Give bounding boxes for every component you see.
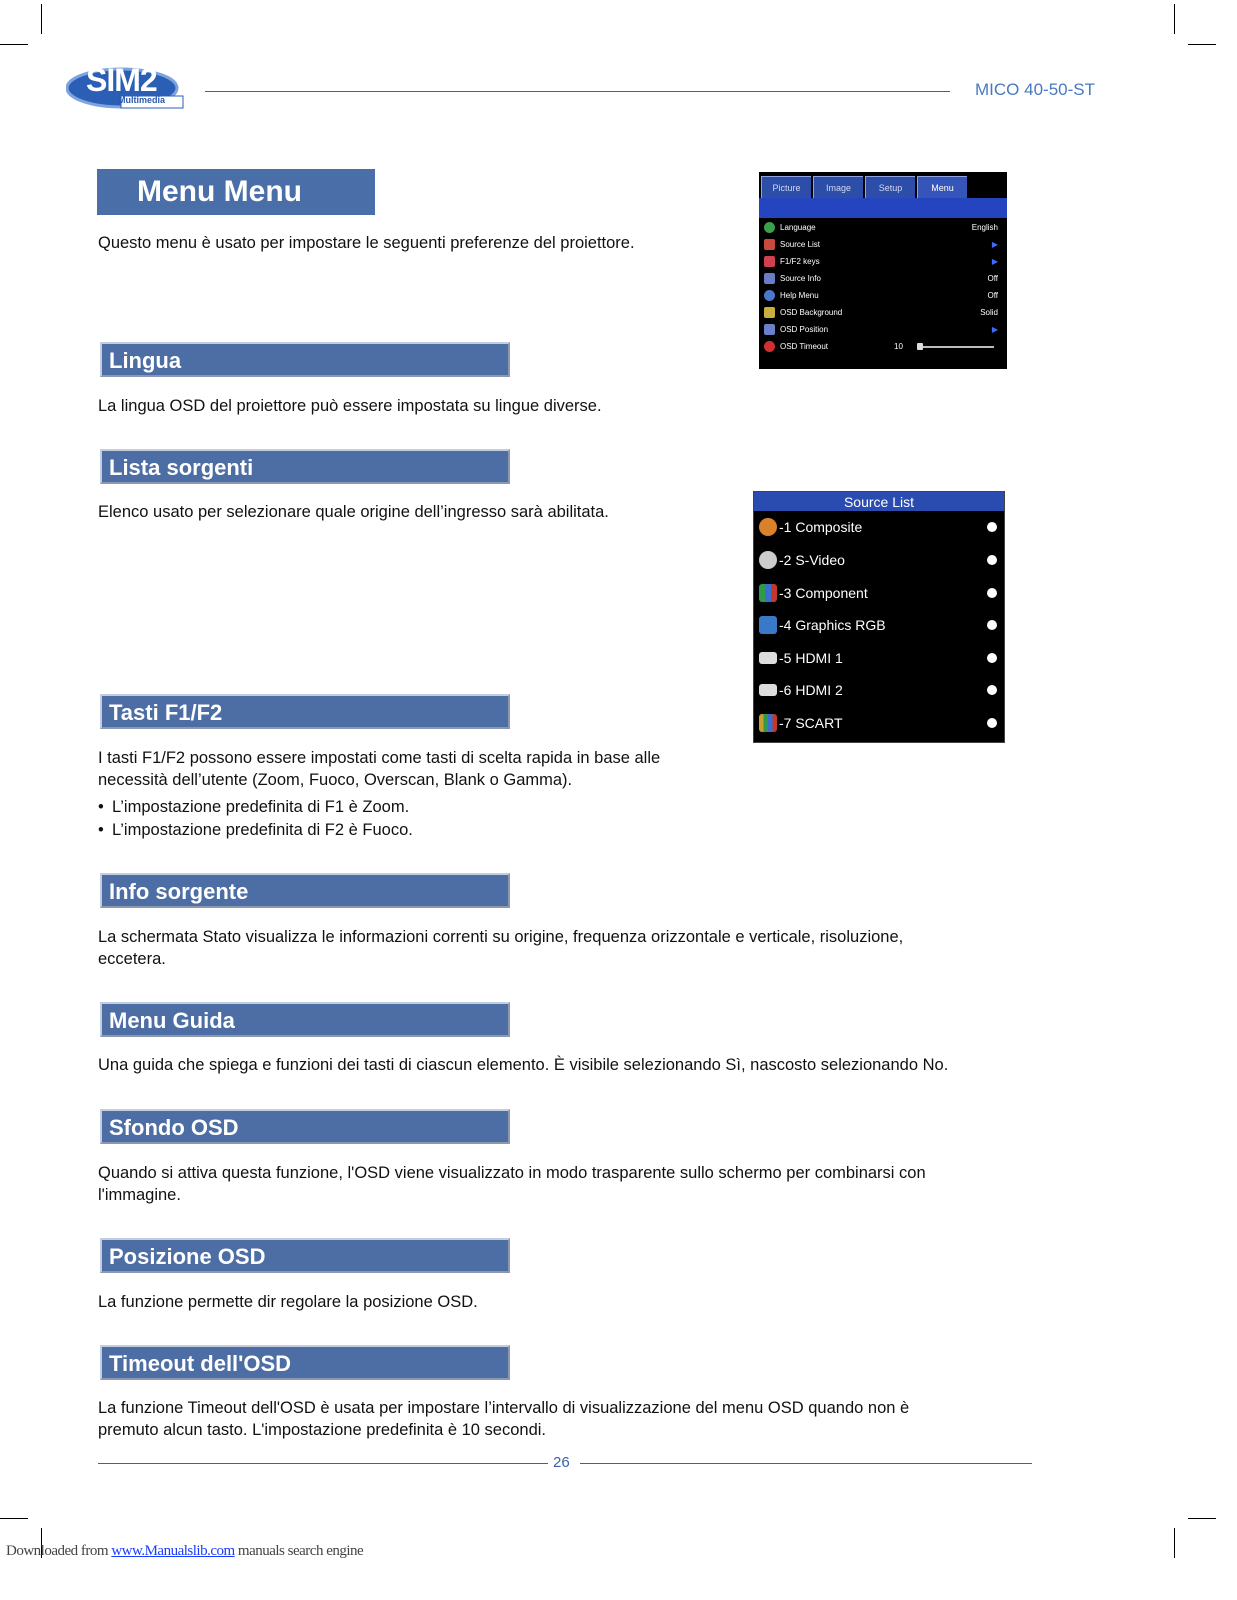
source-list-icon — [764, 239, 775, 250]
osd-label: Source List — [780, 240, 821, 249]
osd-label: OSD Background — [780, 308, 843, 317]
bullet-item — [98, 796, 409, 818]
section-heading-info-sorgente: Info sorgente — [100, 873, 510, 908]
section-text-info-line2: eccetera. — [98, 950, 166, 968]
background-icon — [764, 307, 775, 318]
osd-row-help-menu — [764, 287, 1000, 304]
section-heading-lista-sorgenti: Lista sorgenti — [100, 449, 510, 484]
crop-mark — [1188, 44, 1216, 45]
download-prefix: Downloaded from — [6, 1543, 112, 1559]
section-text-tasti-line1: I tasti F1/F2 possono essere impostati come tasti di scelta rapida in base alle — [98, 749, 661, 767]
source-row — [757, 645, 1001, 671]
osd-timeout-value: 10 — [894, 342, 903, 351]
component-icon — [759, 584, 777, 602]
osd-label: Source Info — [780, 274, 821, 283]
source-list-image — [753, 491, 1005, 743]
section-text-lingua: La lingua OSD del proiettore può essere impostata su lingue diverse. — [98, 397, 602, 415]
bullet-text: L’impostazione predefinita di F2 è Fuoco. — [112, 821, 413, 839]
footer-rule-left — [98, 1463, 548, 1464]
section-text-posizione: La funzione permette dir regolare la posizione OSD. — [98, 1293, 478, 1311]
osd-tab-image: Image — [813, 176, 863, 198]
section-heading-menu-guida: Menu Guida — [100, 1002, 510, 1037]
footer-rule-right — [580, 1463, 1032, 1464]
intro-text: Questo menu è usato per impostare le seguenti preferenze del proiettore. — [98, 234, 635, 252]
globe-icon — [764, 222, 775, 233]
section-text-sfondo-line1: Quando si attiva questa funzione, l'OSD viene visualizzato in modo trasparente sullo schermo per combinarsi con — [98, 1164, 926, 1182]
download-suffix: manuals search engine — [234, 1543, 364, 1559]
osd-value: Off — [987, 291, 998, 300]
osd-tab-setup: Setup — [865, 176, 915, 198]
section-heading-lingua: Lingua — [100, 342, 510, 377]
composite-icon — [759, 518, 777, 536]
manualslib-link[interactable]: www.Manualslib.com — [111, 1543, 235, 1559]
enabled-dot-icon — [987, 555, 997, 565]
bullet-icon: • — [98, 798, 104, 816]
source-row — [757, 677, 1001, 703]
section-heading-posizione: Posizione OSD — [100, 1238, 510, 1273]
section-text-timeout-line1: La funzione Timeout dell'OSD è usata per impostare l’intervallo di visualizzazione del menu OSD quando non è — [98, 1399, 910, 1417]
section-heading-timeout: Timeout dell'OSD — [100, 1345, 510, 1380]
crop-mark — [1188, 1518, 1216, 1519]
bullet-item — [98, 819, 413, 841]
chevron-right-icon: ▶ — [991, 325, 998, 334]
logo-subtitle: Multimedia — [118, 95, 166, 105]
logo-text: SIM2 — [86, 62, 157, 98]
enabled-dot-icon — [987, 718, 997, 728]
source-label: -4 Graphics RGB — [779, 617, 886, 633]
osd-value: Solid — [980, 308, 998, 317]
osd-tab-menu: Menu — [917, 176, 967, 198]
section-heading-sfondo: Sfondo OSD — [100, 1109, 510, 1144]
source-row — [757, 710, 1001, 736]
osd-value: Off — [987, 274, 998, 283]
timeout-slider-track — [919, 346, 994, 348]
osd-label: OSD Position — [780, 325, 829, 334]
source-label: -5 HDMI 1 — [779, 650, 843, 666]
scart-icon — [759, 714, 777, 732]
osd-row-osd-position — [764, 321, 1000, 338]
crop-mark — [0, 44, 28, 45]
osd-label: OSD Timeout — [780, 342, 829, 351]
hdmi-icon — [759, 652, 777, 664]
bullet-icon: • — [98, 821, 104, 839]
bullet-text: L’impostazione predefinita di F1 è Zoom. — [112, 798, 410, 816]
enabled-dot-icon — [987, 522, 997, 532]
source-list-title: Source List — [754, 492, 1004, 511]
osd-row-source-list — [764, 236, 1000, 253]
osd-label: F1/F2 keys — [780, 257, 820, 266]
keys-icon — [764, 256, 775, 267]
osd-header-bar — [759, 198, 1007, 218]
source-label: -2 S-Video — [779, 552, 845, 568]
enabled-dot-icon — [987, 620, 997, 630]
section-text-sfondo-line2: l'immagine. — [98, 1186, 181, 1204]
header-rule — [205, 91, 950, 92]
osd-row-osd-timeout — [764, 338, 1000, 355]
page-title: Menu Menu — [97, 169, 375, 215]
source-label: -6 HDMI 2 — [779, 682, 843, 698]
hdmi-icon — [759, 684, 777, 696]
osd-menu-image — [759, 172, 1007, 369]
clock-icon — [764, 341, 775, 352]
section-text-lista-sorgenti: Elenco usato per selezionare quale origine dell’ingresso sarà abilitata. — [98, 503, 609, 521]
osd-row-language — [764, 219, 1000, 236]
download-note — [6, 1543, 363, 1560]
source-row — [757, 580, 1001, 606]
enabled-dot-icon — [987, 685, 997, 695]
osd-row-f1f2-keys — [764, 253, 1000, 270]
chevron-right-icon: ▶ — [991, 240, 998, 249]
crop-mark — [1174, 4, 1175, 34]
svideo-icon — [759, 551, 777, 569]
model-name: MICO 40-50-ST — [975, 80, 1095, 99]
section-text-timeout-line2: premuto alcun tasto. L'impostazione predefinita è 10 secondi. — [98, 1421, 547, 1439]
chevron-right-icon: ▶ — [991, 257, 998, 266]
source-label: -3 Component — [779, 585, 868, 601]
source-label: -7 SCART — [779, 715, 843, 731]
crop-mark — [41, 4, 42, 34]
page-number: 26 — [553, 1454, 570, 1471]
enabled-dot-icon — [987, 653, 997, 663]
source-label: -1 Composite — [779, 519, 863, 535]
osd-label: Help Menu — [780, 291, 819, 300]
crop-mark — [0, 1518, 28, 1519]
timeout-slider-knob — [917, 343, 923, 350]
crop-mark — [1174, 1528, 1175, 1558]
section-text-tasti-line2: necessità dell’utente (Zoom, Fuoco, Overscan, Blank o Gamma). — [98, 771, 573, 789]
source-row — [757, 514, 1001, 540]
osd-tab-picture: Picture — [761, 176, 811, 198]
info-icon — [764, 273, 775, 284]
osd-row-source-info — [764, 270, 1000, 287]
enabled-dot-icon — [987, 588, 997, 598]
section-text-guida: Una guida che spiega e funzioni dei tasti di ciascun elemento. È visibile selezionando Sì, nascosto selezionando No. — [98, 1056, 949, 1074]
osd-label: Language — [780, 223, 816, 232]
vga-icon — [759, 616, 777, 634]
position-icon — [764, 324, 775, 335]
section-heading-tasti: Tasti F1/F2 — [100, 694, 510, 729]
source-row — [757, 612, 1001, 638]
osd-row-osd-background — [764, 304, 1000, 321]
osd-value: English — [971, 223, 998, 232]
section-text-info-line1: La schermata Stato visualizza le informazioni correnti su origine, frequenza orizzontale e verticale, risoluzione, — [98, 928, 904, 946]
help-icon — [764, 290, 775, 301]
source-row — [757, 547, 1001, 573]
